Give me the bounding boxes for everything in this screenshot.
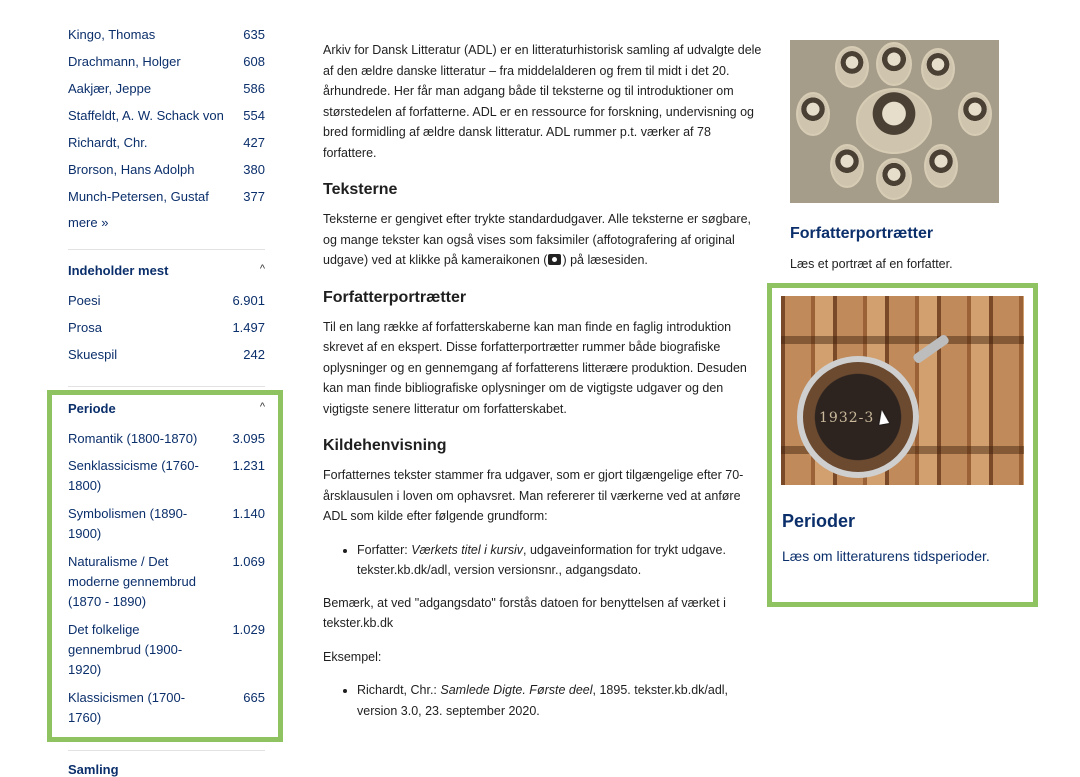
section-text-teksterne: Teksterne er gengivet efter trykte standardudgaver. Alle teksterne er søgbare, og mange tekster kan også vises som faksimiler (affotografering af original udgave) ved at klikke på kameraikonen ( ) på læsesiden. bbox=[323, 212, 752, 267]
section-text-forfatterportraetter: Til en lang række af forfatterskaberne kan man finde en faglig introduktion skrevet af en ekspert. Disse forfatterportrætter rummer både biografiske oplysninger og en gennemgang af forfatterens litterære produktion. Desuden kan man finde bibliografiske oplysninger om de vigtigste udgaver og den vigtigste senere litteratur om forfatterskabet. bbox=[323, 319, 747, 416]
facet-author-aakjaer[interactable]: Aakjær, Jeppe 586 bbox=[68, 81, 265, 96]
section-title-teksterne: Teksterne bbox=[323, 181, 398, 198]
facet-header-periode[interactable]: Periode ^ bbox=[68, 401, 265, 416]
facet-author-munch-petersen[interactable]: Munch-Petersen, Gustaf 377 bbox=[68, 189, 265, 204]
intro-paragraph: Arkiv for Dansk Litteratur (ADL) er en litteraturhistorisk samling af udvalgte dele af den ældre danske litteratur – fra middelalderen og frem til midt i det 20. århundrede. Her får man adgang både til teksterne og til introduktioner om størstedelen af forfatterne. ADL er en ressource for forskning, undervisning og bred formidling af ældre dansk litteratur. ADL rummer p.t. værker af 78 forfattere. bbox=[323, 43, 762, 160]
periods-card-title[interactable]: Perioder bbox=[782, 511, 856, 531]
facet-period-senklassicisme[interactable]: Senklassicisme (1760-1800) 1.231 bbox=[68, 458, 265, 493]
section-title-forfatterportraetter: Forfatterportrætter bbox=[323, 288, 467, 306]
facet-period-folkelige-gennembrud[interactable]: Det folkelige gennembrud (1900-1920) 1.029 bbox=[68, 622, 265, 677]
facet-period-naturalisme[interactable]: Naturalisme / Det moderne gennembrud (1870 - 1890) 1.069 bbox=[68, 554, 265, 609]
facet-contains-prosa[interactable]: Prosa 1.497 bbox=[68, 320, 265, 335]
portraits-card-text: Læs et portræt af en forfatter. bbox=[790, 257, 953, 271]
facet-divider bbox=[68, 386, 265, 387]
portraits-card-title[interactable]: Forfatterportrætter bbox=[790, 225, 934, 242]
facet-author-staffeldt[interactable]: Staffeldt, A. W. Schack von 554 bbox=[68, 108, 265, 123]
periods-card-text: Læs om litteraturens tidsperioder. bbox=[782, 548, 990, 564]
collapse-caret-icon[interactable]: ^ bbox=[259, 401, 265, 413]
section-text-kildehenvisning: Forfatternes tekster stammer fra udgaver, som er gjort tilgængelige efter 70-årsklausulen i loven om ophavsret. Man refererer til værkerne ved at anføre ADL som kilde efter følgende grundform: bbox=[323, 468, 744, 523]
list-item: • Richardt, Chr.: Samlede Digte. Første deel, 1895. tekster.kb.dk/adl, version 3.0, 23. september 2020. bbox=[357, 680, 766, 721]
facet-period-symbolismen[interactable]: Symbolismen (1890-1900) 1.140 bbox=[68, 506, 265, 541]
note-paragraph: Bemærk, at ved "adgangsdato" forstås datoen for benyttelsen af værket i tekster.kb.dk bbox=[323, 595, 726, 630]
facet-contains-skuespil[interactable]: Skuespil 242 bbox=[68, 347, 265, 362]
magnifier-icon: 1932-3 bbox=[797, 356, 919, 478]
periods-books-image[interactable] bbox=[781, 296, 1024, 485]
citation-format-list bbox=[323, 540, 766, 581]
facet-divider bbox=[68, 249, 265, 250]
list-item: • Forfatter: Værkets titel i kursiv, udgaveinformation for trykt udgave. tekster.kb.dk/adl, version versionsnr., adgangsdato. bbox=[357, 540, 766, 581]
more-authors-link[interactable]: mere » bbox=[68, 215, 109, 230]
citation-example-list bbox=[323, 680, 766, 721]
facet-author-drachmann[interactable]: Drachmann, Holger 608 bbox=[68, 54, 265, 69]
author-portraits-image[interactable] bbox=[790, 40, 999, 203]
facet-contains-poesi[interactable]: Poesi 6.901 bbox=[68, 293, 265, 308]
facet-header-contains[interactable]: Indeholder mest ^ bbox=[68, 263, 265, 278]
camera-icon bbox=[548, 254, 561, 265]
facet-author-brorson[interactable]: Brorson, Hans Adolph 380 bbox=[68, 162, 265, 177]
section-title-kildehenvisning: Kildehenvisning bbox=[323, 437, 447, 454]
main-content bbox=[323, 40, 766, 733]
facet-period-romantik[interactable]: Romantik (1800-1870) 3.095 bbox=[68, 431, 265, 446]
facet-author-richardt[interactable]: Richardt, Chr. 427 bbox=[68, 135, 265, 150]
facet-author-kingo[interactable]: Kingo, Thomas 635 bbox=[68, 27, 265, 42]
facet-divider bbox=[68, 750, 265, 751]
collapse-caret-icon[interactable]: ^ bbox=[259, 263, 265, 275]
example-label: Eksempel: bbox=[323, 649, 382, 664]
facet-period-klassicismen[interactable]: Klassicismen (1700-1760) 665 bbox=[68, 690, 265, 725]
facet-header-samling[interactable]: Samling bbox=[68, 762, 119, 777]
